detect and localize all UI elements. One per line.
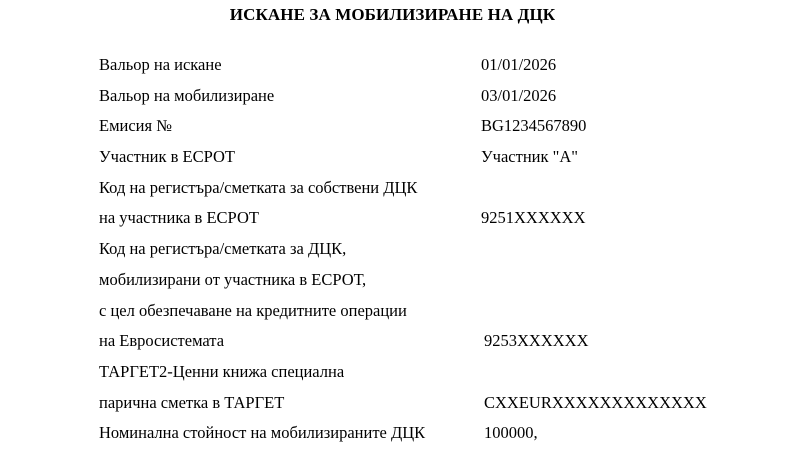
field-label: ТАРГЕТ2-Ценни книжа специална <box>99 361 345 381</box>
field-label: Код на регистъра/сметката за ДЦК, <box>99 239 347 259</box>
form-row-participant <box>99 142 779 173</box>
form-row-target2-account-line1 <box>99 357 779 388</box>
form-row-own-account-code-line2 <box>99 203 779 234</box>
field-label: на участника в ЕСРОТ <box>99 208 259 228</box>
form-row-mobilized-account-code-line2 <box>99 265 779 296</box>
document-title: ИСКАНЕ ЗА МОБИЛИЗИРАНЕ НА ДЦК <box>229 5 556 24</box>
field-value: 9253XXXXXX <box>484 331 589 351</box>
form-row-own-account-code-line1 <box>99 173 779 204</box>
field-label: Вальор на искане <box>99 55 222 74</box>
field-label: парична сметка в ТАРГЕТ <box>99 392 285 412</box>
field-value: 100000, <box>484 423 538 443</box>
field-label: Вальор на мобилизиране <box>99 85 275 105</box>
field-value: CXXEURXXXXXXXXXXXXX <box>484 392 707 412</box>
field-label: с цел обезпечаване на кредитните операции <box>99 300 407 320</box>
form-row-issue-number <box>99 111 779 142</box>
field-label: Номинална стойност на мобилизираните ДЦК <box>99 423 426 443</box>
form-row-request-value-date <box>99 50 779 81</box>
form-row-target2-account-line2 <box>99 388 779 419</box>
field-value: Участник "А" <box>481 147 579 167</box>
field-value: 9251XXXXXX <box>481 208 586 228</box>
form-row-mobilization-value-date <box>99 81 779 112</box>
field-label: Участник в ЕСРОТ <box>99 147 236 167</box>
field-label: Код на регистъра/сметката за собствени ДЦК <box>99 177 418 197</box>
mobilization-form <box>99 50 779 449</box>
field-value: 01/01/2026 <box>481 55 557 74</box>
field-label: на Евросистемата <box>99 331 225 351</box>
form-row-nominal-value <box>99 418 779 449</box>
field-label: мобилизирани от участника в ЕСРОТ, <box>99 269 367 289</box>
field-value: BG1234567890 <box>481 116 587 136</box>
field-label: Емисия № <box>99 116 172 136</box>
form-row-mobilized-account-code-line1 <box>99 234 779 265</box>
form-row-mobilized-account-code-line3 <box>99 296 779 327</box>
field-value: 03/01/2026 <box>481 85 557 105</box>
form-row-mobilized-account-code-line4 <box>99 326 779 357</box>
